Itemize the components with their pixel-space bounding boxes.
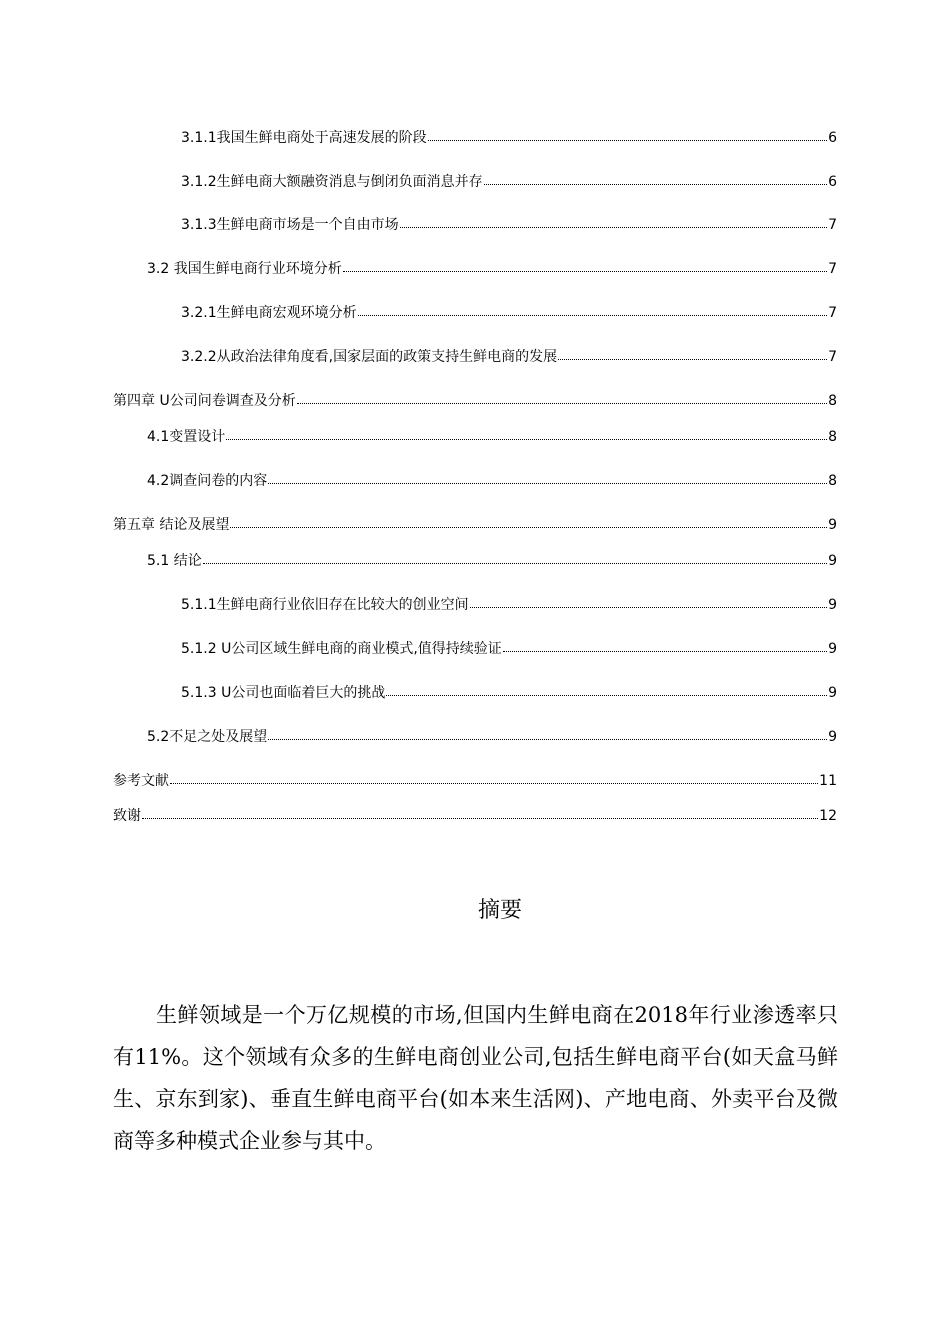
toc-entry-page: 7 [828,261,837,277]
toc-leader-dots [484,184,827,185]
toc-entry[interactable] [147,259,837,279]
toc-leader-dots [170,783,818,784]
toc-leader-dots [400,227,827,228]
toc-entry-page: 9 [828,641,837,657]
toc-entry-page: 9 [828,729,837,745]
toc-entry-title: 5.1.2 U公司区域生鲜电商的商业模式,值得持续验证 [181,641,502,657]
toc-entry[interactable] [181,172,837,192]
toc-leader-dots [558,359,827,360]
toc-entry[interactable] [181,215,837,235]
toc-entry[interactable] [181,128,837,148]
toc-leader-dots [470,607,827,608]
toc-entry-page: 11 [819,773,837,789]
toc-entry-title: 3.1.1我国生鲜电商处于高速发展的阶段 [181,130,427,146]
toc-entry[interactable] [113,515,837,535]
toc-entry-title: 4.1变置设计 [147,429,226,445]
toc-entry[interactable] [181,639,837,659]
toc-entry-page: 6 [828,174,837,190]
toc-entry-title: 5.1 结论 [147,553,202,569]
toc-leader-dots [203,563,827,564]
toc-entry[interactable] [147,427,837,447]
toc-entry-title: 5.1.1生鲜电商行业依旧存在比较大的创业空间 [181,597,469,613]
toc-entry-page: 7 [828,349,837,365]
abstract-heading: 摘要 [477,898,522,923]
toc-entry-title: 3.1.2生鲜电商大额融资消息与倒闭负面消息并存 [181,174,483,190]
toc-entry-title: 3.2.2从政治法律角度看,国家层面的政策支持生鲜电商的发展 [181,349,558,365]
toc-entry-page: 9 [828,553,837,569]
toc-leader-dots [226,439,827,440]
toc-leader-dots [343,271,827,272]
toc-leader-dots [230,527,827,528]
toc-entry[interactable] [181,303,837,323]
abstract-paragraph: 生鲜领域是一个万亿规模的市场,但国内生鲜电商在2018年行业渗透率只有11%。这个领域有众多的生鲜电商创业公司,包括生鲜电商平台(如天盒马鲜生、京东到家)、垂直生鲜电商平台(如本来生活网)、产地电商、外卖平台及微商等多种模式企业参与其中。 [113,1003,838,1153]
toc-leader-dots [142,818,818,819]
toc-leader-dots [358,315,827,316]
toc-entry-page: 9 [828,597,837,613]
toc-entry[interactable] [147,727,837,747]
toc-entry-title: 3.2.1生鲜电商宏观环境分析 [181,305,357,321]
toc-entry[interactable] [147,471,837,491]
toc-entry[interactable] [181,595,837,615]
toc-entry[interactable] [113,391,837,411]
toc-leader-dots [386,695,827,696]
toc-entry-title: 第四章 U公司问卷调查及分析 [113,393,296,409]
toc-leader-dots [503,651,827,652]
toc-entry[interactable] [181,347,837,367]
toc-entry-page: 8 [828,393,837,409]
toc-entry[interactable] [147,551,837,571]
toc-entry-title: 4.2调查问卷的内容 [147,473,268,489]
toc-entry[interactable] [113,806,837,826]
toc-entry-page: 8 [828,429,837,445]
toc-leader-dots [268,739,827,740]
toc-entry-page: 12 [819,808,837,824]
toc-leader-dots [297,403,827,404]
toc-entry-page: 7 [828,305,837,321]
toc-entry-title: 致谢 [113,808,141,824]
toc-leader-dots [268,483,827,484]
toc-entry-title: 3.1.3生鲜电商市场是一个自由市场 [181,217,399,233]
toc-entry-title: 5.2不足之处及展望 [147,729,268,745]
toc-entry-title: 5.1.3 U公司也面临着巨大的挑战 [181,685,386,701]
toc-entry-title: 参考文献 [113,773,169,789]
toc-entry-title: 第五章 结论及展望 [113,517,230,533]
toc-entry-page: 6 [828,130,837,146]
toc-entry-page: 9 [828,685,837,701]
toc-entry[interactable] [181,683,837,703]
toc-entry-title: 3.2 我国生鲜电商行业环境分析 [147,261,342,277]
toc-entry-page: 7 [828,217,837,233]
toc-entry-page: 8 [828,473,837,489]
toc-entry-page: 9 [828,517,837,533]
toc-entry[interactable] [113,771,837,791]
toc-leader-dots [428,140,827,141]
